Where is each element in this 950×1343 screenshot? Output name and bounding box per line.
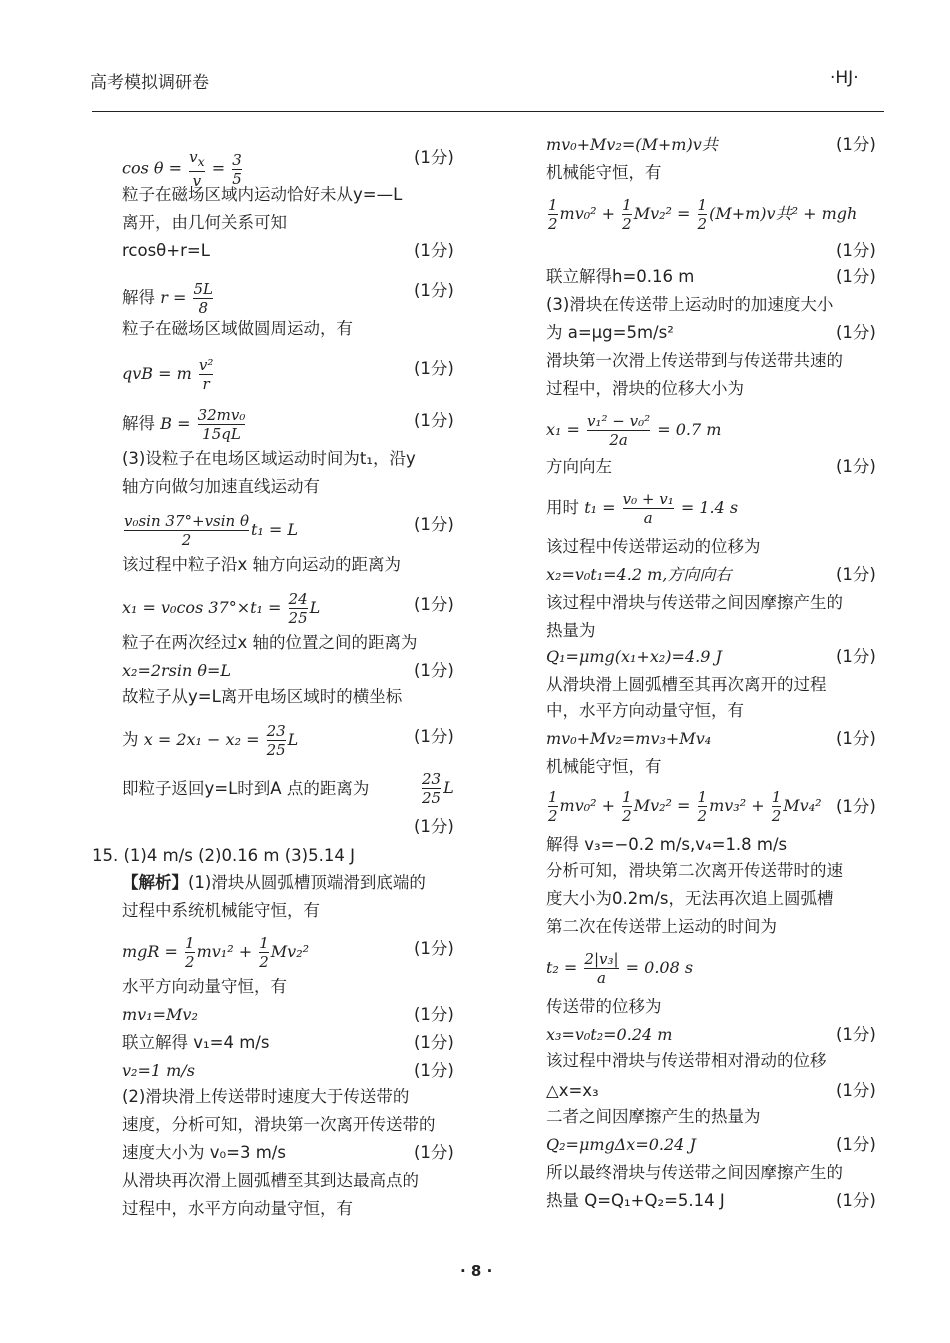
score: (1分) [414,411,454,430]
text-line: 过程中系统机械能守恒，有 [122,901,320,920]
text-line: 分析可知，滑块第二次离开传送带时的速 [546,861,843,880]
eq-t1-right: 用时 t₁ = $\frac{\text{v₀ + v₁}}{a}$ = 1.4 s [546,490,739,527]
eq-t1: $\frac{\text{v₀sin 37°+vsin θ}}{2}$ t₁ = L [124,512,299,549]
header-code: ·HJ· [830,68,859,88]
text-line: 即粒子返回y=L时到A 点的距离为 [122,779,370,798]
text-line: 为 a=μg=5m/s² [546,323,674,342]
eq-Q2: Q₂=μmgΔx=0.24 J [546,1135,696,1154]
score: (1分) [414,241,454,260]
text-line: 方向向左 [546,457,612,476]
eq-energy-h: $\frac{1}{2}$ mv₀² + $\frac{1}{2}$ Mv₂² = $\frac{1}{2}$ (M+m)v共² + mgh [548,196,858,233]
eq-r: 解得 r = $\frac{5L}{8}$ [122,280,213,317]
text-line: 热量为 [546,621,596,640]
eq-mgR: mgR = $\frac{1}{2}$ mv₁² + $\frac{1}{2}$ Mv₂² [122,934,310,971]
text-line: 机械能守恒，有 [546,163,662,182]
text-line: 过程中，滑块的位移大小为 [546,379,744,398]
text-line: 第二次在传送带上运动的时间为 [546,917,777,936]
text-line: 所以最终滑块与传送带之间因摩擦产生的 [546,1163,843,1182]
text-line: 二者之间因摩擦产生的热量为 [546,1107,761,1126]
text-line: 故粒子从y=L离开电场区域时的横坐标 [122,687,403,706]
text-line: 该过程中传送带运动的位移为 [546,537,761,556]
header-title: 高考模拟调研卷 [90,73,209,93]
text-line: △x=x₃ [546,1081,599,1100]
eq-momentum: mv₁=Mv₂ [122,1005,198,1024]
score: (1分) [414,595,454,614]
eq-x1: x₁ = v₀cos 37°×t₁ = $\frac{24}{25}$ L [122,590,321,627]
eq-Q1: Q₁=μmg(x₁+x₂)=4.9 J [546,647,722,666]
text-line: 粒子在两次经过x 轴的位置之间的距离为 [122,633,418,652]
score: (1分) [836,647,876,666]
text-line: 粒子在磁场区域内运动恰好未从y=—L [122,185,403,204]
score: (1分) [836,729,876,748]
eq-23-25L: $\frac{23}{25}$ L [422,770,454,807]
eq-v1: 联立解得 v₁=4 m/s [122,1033,270,1052]
text-line: 机械能守恒，有 [546,757,662,776]
score: (1分) [836,1081,876,1100]
text-line: 水平方向动量守恒，有 [122,977,287,996]
text-line: 联立解得h=0.16 m [546,267,695,286]
text-line: 轴方向做匀加速直线运动有 [122,477,320,496]
score: (1分) [414,359,454,378]
score: (1分) [836,1191,876,1210]
eq-cos-theta: cos θ = $\frac{v_x}{v}$ = $\frac{3}{5}$ [122,148,242,190]
score: (1分) [836,267,876,286]
text-line: 该过程中粒子沿x 轴方向运动的距离为 [122,555,402,574]
text-line: (3)滑块在传送带上运动时的加速度大小 [546,295,834,314]
score: (1分) [414,1005,454,1024]
eq-momentum-2: mv₀+Mv₂=mv₃+Mv₄ [546,729,712,748]
score: (1分) [414,817,454,836]
eq-x: 为 x = 2x₁ − x₂ = $\frac{23}{25}$ L [122,722,299,759]
text-line: rcosθ+r=L [122,241,210,260]
text-line: (2)滑块滑上传送带时速度大于传送带的 [122,1087,410,1106]
eq-qvb: qvB = m $\frac{\text{v²}}{r}$ [122,356,214,393]
score: (1分) [836,241,876,260]
text-line: (3)设粒子在电场区域运动时间为t₁，沿y [122,449,416,468]
score: (1分) [836,457,876,476]
text-line: 传送带的位移为 [546,997,662,1016]
score: (1分) [414,1143,454,1162]
eq-x1-right: x₁ = $\frac{\text{v₁² − v₀²}}{2a}$ = 0.7 m [546,412,722,449]
page-number: · 8 · [460,1262,493,1280]
header-rule [92,111,884,112]
text-line: 从滑块再次滑上圆弧槽至其到达最高点的 [122,1171,419,1190]
text-line: 过程中，水平方向动量守恒，有 [122,1199,353,1218]
text-line: 该过程中滑块与传送带相对滑动的位移 [546,1051,827,1070]
analysis-line: 【解析】(1)滑块从圆弧槽顶端滑到底端的 [122,873,426,892]
eq-x3: x₃=v₀t₂=0.24 m [546,1025,673,1044]
score: (1分) [836,1025,876,1044]
score: (1分) [414,661,454,680]
eq-v2: v₂=1 m/s [122,1061,195,1080]
score: (1分) [414,727,454,746]
text-line: 滑块第一次滑上传送带到与传送带共速的 [546,351,843,370]
score: (1分) [836,565,876,584]
score: (1分) [836,323,876,342]
text-line: 该过程中滑块与传送带之间因摩擦产生的 [546,593,843,612]
text-line: 粒子在磁场区域做圆周运动，有 [122,319,353,338]
score: (1分) [414,281,454,300]
score: (1分) [414,148,454,167]
text-line: 解得 v₃=−0.2 m/s,v₄=1.8 m/s [546,835,788,854]
text-line: 中，水平方向动量守恒，有 [546,701,744,720]
score: (1分) [414,939,454,958]
text-line: 度大小为0.2m/s，无法再次追上圆弧槽 [546,889,834,908]
text-line: 离开，由几何关系可知 [122,213,287,232]
eq-momentum-common: mv₀+Mv₂=(M+m)v共 [546,135,718,154]
text-line: 热量 Q=Q₁+Q₂=5.14 J [546,1191,725,1210]
eq-t2: t₂ = $\frac{\text{2|v₃|}}{a}$ = 0.08 s [546,950,694,987]
text-line: 从滑块滑上圆弧槽至其再次离开的过程 [546,675,827,694]
question-15-answer: 15. (1)4 m/s (2)0.16 m (3)5.14 J [92,846,355,865]
eq-B: 解得 B = $\frac{\text{32mv₀}}{15qL}$ [122,406,246,443]
score: (1分) [836,1135,876,1154]
score: (1分) [836,797,876,816]
eq-energy-2: $\frac{1}{2}$ mv₀² + $\frac{1}{2}$ Mv₂² = $\frac{1}{2}$ mv₃² + $\frac{1}{2}$ Mv₄² [548,788,822,825]
score: (1分) [414,1061,454,1080]
eq-x2-right: x₂=v₀t₁=4.2 m,方向向右 [546,565,732,584]
eq-x2: x₂=2rsin θ=L [122,661,232,680]
score: (1分) [836,135,876,154]
score: (1分) [414,515,454,534]
text-line: 速度，分析可知，滑块第一次离开传送带的 [122,1115,436,1134]
text-line: 速度大小为 v₀=3 m/s [122,1143,286,1162]
score: (1分) [414,1033,454,1052]
